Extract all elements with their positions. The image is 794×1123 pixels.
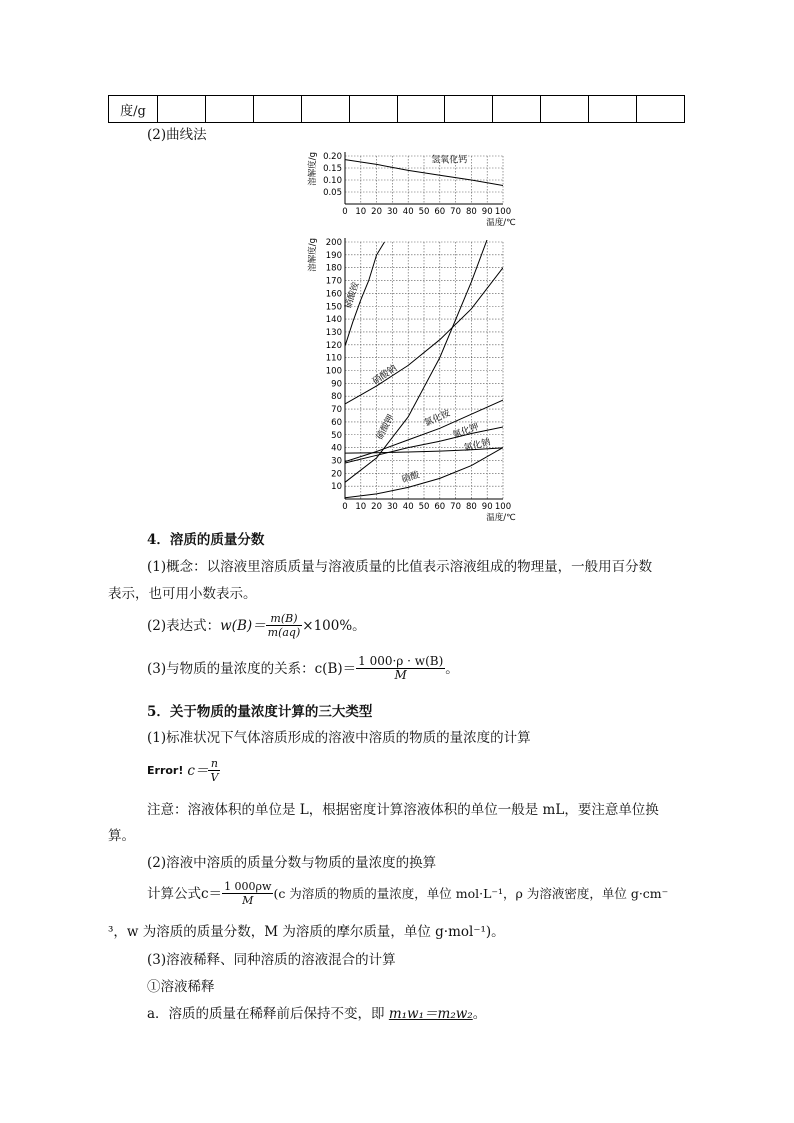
section5-note-b: 算。 <box>108 828 135 844</box>
y-tick-label: 0.05 <box>323 188 342 198</box>
x-tick-label: 10 <box>355 207 367 217</box>
y-axis-label: 溶解度/g <box>308 238 318 272</box>
solubility-table <box>108 95 685 123</box>
p2-den: m(aq) <box>267 626 301 639</box>
p2-pre: (2)表达式： <box>147 617 221 634</box>
y-tick-label: 180 <box>325 263 342 274</box>
section5-p2: (2)溶液中溶质的质量分数与物质的量浓度的换算 <box>147 855 437 871</box>
section4-p2 <box>147 612 366 639</box>
section4-p3 <box>147 655 459 682</box>
section4-title: 4．溶质的质量分数 <box>147 532 265 548</box>
y-tick-label: 60 <box>331 417 342 428</box>
series-label: 硝酸铵 <box>343 280 362 310</box>
p3-fraction <box>356 655 445 682</box>
c-eq: c＝ <box>187 762 209 779</box>
f-fraction <box>222 880 273 907</box>
y-tick-label: 190 <box>325 250 342 261</box>
y-tick-label: 40 <box>331 443 342 454</box>
y-tick-label: 30 <box>331 456 342 467</box>
error-text: Error! <box>147 763 184 777</box>
x-tick-label: 0 <box>342 502 348 512</box>
x-tick-label: 60 <box>434 502 446 512</box>
table-cell <box>637 96 685 123</box>
y-tick-label: 0.10 <box>323 176 342 186</box>
y-tick-label: 0.15 <box>323 164 342 174</box>
x-tick-label: 80 <box>465 502 477 512</box>
x-tick-label: 50 <box>418 502 430 512</box>
c-fraction <box>208 757 220 784</box>
y-tick-label: 140 <box>325 315 342 326</box>
x-tick-label: 50 <box>418 207 430 217</box>
table-cell <box>301 96 349 123</box>
section5-p3b <box>147 1004 486 1024</box>
table-cell <box>589 96 637 123</box>
f-den: M <box>242 894 254 907</box>
y-tick-label: 130 <box>325 327 342 338</box>
table-cell-label: 度/g <box>109 96 158 123</box>
chart1-plot <box>307 152 516 228</box>
x-tick-label: 80 <box>465 207 477 217</box>
f-pre: 计算公式c＝ <box>147 885 223 902</box>
p3-post: 。 <box>445 660 459 677</box>
y-tick-label: 120 <box>325 340 342 351</box>
p3-num: 1 000·ρ · w(B) <box>358 654 444 668</box>
section4-p1a: (1)概念：以溶液里溶质质量与溶液质量的比值表示溶液组成的物理量，一般用百分数 <box>147 559 653 575</box>
y-tick-label: 160 <box>325 289 342 300</box>
chart-salts-solubility <box>300 232 520 524</box>
curve-method-heading: (2)曲线法 <box>147 127 207 143</box>
x-tick-label: 100 <box>494 207 512 217</box>
p3-pre: (3)与物质的量浓度的关系：c(B)＝ <box>147 660 357 677</box>
p2-post: ×100%。 <box>302 617 366 634</box>
section5-formula <box>147 880 668 907</box>
table-cell <box>158 96 206 123</box>
x-tick-label: 90 <box>481 502 493 512</box>
series-label: 硝酸 <box>400 470 421 486</box>
section5-formula-line2: ³，w 为溶质的质量分数，M 为溶质的摩尔质量，单位 g·mol⁻¹)。 <box>108 924 505 940</box>
x-tick-label: 100 <box>494 502 512 512</box>
p3b-pre: a．溶质的质量在稀释前后保持不变，即 <box>147 1006 389 1022</box>
x-tick-label: 20 <box>371 502 383 512</box>
section5-note-a: 注意：溶液体积的单位是 L，根据密度计算溶液体积的单位一般是 mL，要注意单位换 <box>147 802 659 818</box>
p2-num: m(B) <box>266 612 303 626</box>
x-tick-label: 0 <box>342 207 348 217</box>
table-cell <box>541 96 589 123</box>
y-tick-label: 200 <box>325 238 342 248</box>
f-post: (c 为溶质的物质的量浓度，单位 mol·L⁻¹，ρ 为溶液密度，单位 g·cm⁻ <box>273 885 669 901</box>
chart2-plot <box>307 232 516 523</box>
table-cell <box>445 96 493 123</box>
table-cell <box>205 96 253 123</box>
table-cell <box>397 96 445 123</box>
p3-den: M <box>394 668 407 682</box>
y-tick-label: 170 <box>325 276 342 287</box>
table-row <box>109 96 685 123</box>
y-tick-label: 50 <box>331 430 342 441</box>
y-tick-label: 70 <box>331 405 342 416</box>
c-num: n <box>208 757 220 771</box>
y-tick-label: 80 <box>331 392 342 403</box>
x-tick-label: 90 <box>481 207 493 217</box>
series-label: 硝酸钾 <box>375 413 397 442</box>
p3b-post: 。 <box>472 1006 487 1022</box>
y-tick-label: 150 <box>325 302 342 313</box>
x-tick-label: 40 <box>402 502 414 512</box>
x-tick-label: 60 <box>434 207 446 217</box>
table-cell <box>253 96 301 123</box>
section4-p1b: 表示，也可用小数表示。 <box>108 586 257 602</box>
y-tick-label: 20 <box>331 469 342 480</box>
x-tick-label: 30 <box>386 502 398 512</box>
c-den: V <box>210 771 219 784</box>
y-tick-label: 0.20 <box>323 152 342 162</box>
p3b-eq: m₁w₁＝m₂w₂ <box>388 1006 473 1022</box>
section5-c-formula <box>147 757 220 784</box>
section5-title: 5．关于物质的量浓度计算的三大类型 <box>147 704 373 720</box>
x-axis-label: 温度/℃ <box>486 513 516 523</box>
x-tick-label: 70 <box>450 502 462 512</box>
chart-calcium-hydroxide <box>300 145 520 233</box>
x-tick-label: 30 <box>386 207 398 217</box>
section5-p3a: ①溶液稀释 <box>147 979 215 995</box>
x-tick-label: 70 <box>450 207 462 217</box>
y-tick-label: 100 <box>325 366 342 377</box>
section5-p1: (1)标准状况下气体溶质形成的溶液中溶质的物质的量浓度的计算 <box>147 730 531 746</box>
table-cell <box>493 96 541 123</box>
table-cell <box>349 96 397 123</box>
series-label: 氯化钠 <box>462 437 492 454</box>
p2-lhs: w(B)＝ <box>220 617 266 634</box>
x-tick-label: 10 <box>355 502 367 512</box>
series-label: 硝酸钠 <box>370 363 399 387</box>
y-tick-label: 10 <box>331 482 342 493</box>
x-tick-label: 40 <box>402 207 414 217</box>
p2-fraction <box>266 612 303 639</box>
series-label: 氯化铵 <box>423 408 452 429</box>
f-num: 1 000ρw <box>224 880 272 893</box>
y-axis-label: 溶解度/g <box>308 152 318 186</box>
section5-p3: (3)溶液稀释、同种溶质的溶液混合的计算 <box>147 952 396 968</box>
y-tick-label: 90 <box>331 379 342 390</box>
x-axis-label: 温度/℃ <box>486 218 516 228</box>
series-label: 氯化钾 <box>451 422 481 441</box>
series-label: 氢氧化钙 <box>431 155 468 166</box>
x-tick-label: 20 <box>371 207 383 217</box>
y-tick-label: 110 <box>325 353 342 364</box>
